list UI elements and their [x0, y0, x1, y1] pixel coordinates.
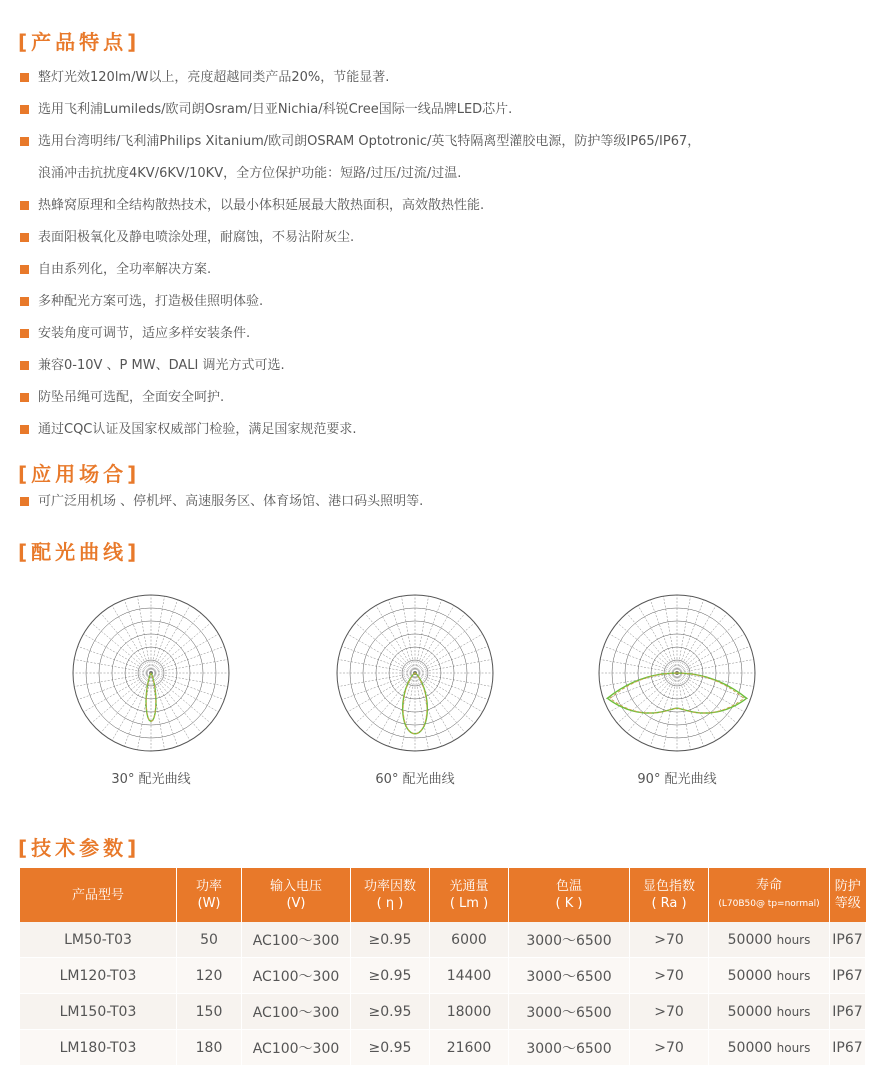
- cell-power: 180: [177, 1030, 242, 1066]
- header-voltage: 输入电压 (V): [242, 868, 351, 922]
- cell-power-factor: ≥0.95: [351, 1030, 430, 1066]
- grid-spoke: [151, 646, 224, 673]
- bullet-square-icon: [20, 361, 29, 370]
- grid-spoke: [638, 605, 677, 673]
- bullet-square-icon: [20, 73, 29, 82]
- grid-spoke: [151, 605, 190, 673]
- cell-power-factor: ≥0.95: [351, 922, 430, 958]
- list-item: 选用飞利浦Lumileds/欧司朗Osram/日亚Nichia/科锐Cree国际一线品牌LED芯片.: [18, 94, 878, 126]
- header-cri: 显色指数 ( Ra ): [630, 868, 709, 922]
- list-item: 通过CQC认证及国家权威部门检验，满足国家规范要求.: [18, 414, 878, 446]
- grid-spoke: [83, 673, 151, 712]
- list-item: 自由系列化，全功率解决方案.: [18, 254, 878, 286]
- header-color-temp: 色温 ( K ): [509, 868, 630, 922]
- bullet-square-icon: [20, 265, 29, 274]
- grid-spoke: [338, 659, 415, 673]
- list-item: 多种配光方案可选，打造极佳照明体验.: [18, 286, 878, 318]
- cell-lifespan: 50000 hours: [709, 922, 830, 958]
- grid-spoke: [112, 673, 151, 741]
- cell-cri: >70: [630, 994, 709, 1030]
- grid-spoke: [74, 673, 151, 687]
- cell-protection: IP67: [830, 994, 866, 1030]
- grid-spoke: [609, 634, 677, 673]
- table-row: [20, 994, 866, 1030]
- cell-voltage: AC100～300: [242, 994, 351, 1030]
- cell-power: 150: [177, 994, 242, 1030]
- cell-voltage: AC100～300: [242, 958, 351, 994]
- grid-spoke: [401, 596, 415, 673]
- header-luminous-flux: 光通量 ( Lm ): [430, 868, 509, 922]
- tech-params-heading: [技术参数]: [18, 836, 141, 860]
- table-row: [20, 1030, 866, 1066]
- list-item: 整灯光效120lm/W以上，亮度超越同类产品20%，节能显著.: [18, 62, 878, 94]
- cell-color-temp: 3000～6500: [509, 958, 630, 994]
- polar-diagram-90: [592, 588, 762, 788]
- cell-power-factor: ≥0.95: [351, 994, 430, 1030]
- grid-spoke: [338, 673, 415, 687]
- polar-diagram-60: [330, 588, 500, 788]
- polar-chart: [330, 588, 500, 758]
- list-item: 可广泛用机场 、停机坪、高速服务区、体育场馆、港口码头照明等.: [18, 486, 878, 518]
- grid-spoke: [415, 673, 492, 687]
- cell-protection: IP67: [830, 958, 866, 994]
- list-item: 选用台湾明纬/飞利浦Philips Xitanium/欧司朗OSRAM Optotronic/英飞特隔离型灌胶电源，防护等级IP65/IP67，: [18, 126, 878, 158]
- cell-power-factor: ≥0.95: [351, 958, 430, 994]
- light-curve-secondary: [403, 673, 427, 734]
- table-row: [20, 958, 866, 994]
- grid-spoke: [151, 673, 190, 741]
- header-lifespan: 寿命 (L70B50@ tp=normal): [709, 868, 830, 922]
- grid-spoke: [677, 659, 754, 673]
- cell-lifespan: 50000 hours: [709, 1030, 830, 1066]
- grid-spoke: [342, 646, 415, 673]
- cell-lifespan: 50000 hours: [709, 958, 830, 994]
- grid-spoke: [604, 646, 677, 673]
- diagram-caption: 60° 配光曲线: [375, 772, 455, 787]
- grid-spoke: [347, 634, 415, 673]
- cell-color-temp: 3000～6500: [509, 994, 630, 1030]
- bullet-square-icon: [20, 137, 29, 146]
- list-item: 安装角度可调节，适应多样安装条件.: [18, 318, 878, 350]
- polar-diagram-30: [66, 588, 236, 788]
- cell-voltage: AC100～300: [242, 1030, 351, 1066]
- applications-list: [18, 486, 878, 518]
- features-heading: [产品特点]: [18, 30, 141, 54]
- grid-spoke: [415, 673, 442, 746]
- grid-spoke: [415, 634, 483, 673]
- bullet-square-icon: [20, 425, 29, 434]
- cell-model: LM50-T03: [20, 922, 177, 958]
- grid-spoke: [151, 673, 224, 700]
- list-item: 兼容0-10V 、P MW、DALI 调光方式可选.: [18, 350, 878, 382]
- list-item: 防坠吊绳可选配，全面安全呵护.: [18, 382, 878, 414]
- bullet-square-icon: [20, 233, 29, 242]
- cell-cri: >70: [630, 922, 709, 958]
- grid-spoke: [677, 596, 691, 673]
- bullet-square-icon: [20, 393, 29, 402]
- cell-voltage: AC100～300: [242, 922, 351, 958]
- grid-spoke: [388, 673, 415, 746]
- cell-luminous-flux: 14400: [430, 958, 509, 994]
- list-item: 表面阳极氧化及静电喷涂处理，耐腐蚀，不易沾附灰尘.: [18, 222, 878, 254]
- cell-luminous-flux: 6000: [430, 922, 509, 958]
- grid-spoke: [151, 673, 165, 750]
- grid-spoke: [600, 659, 677, 673]
- list-item: 热蜂窝原理和全结构散热技术，以最小体积延展最大散热面积，高效散热性能.: [18, 190, 878, 222]
- grid-spoke: [151, 673, 228, 687]
- bullet-square-icon: [20, 201, 29, 210]
- light-curve-primary: [403, 673, 428, 734]
- grid-spoke: [677, 605, 716, 673]
- applications-heading: [应用场合]: [18, 462, 141, 486]
- grid-spoke: [415, 600, 442, 673]
- grid-spoke: [151, 659, 228, 673]
- grid-spoke: [677, 673, 716, 741]
- cell-color-temp: 3000～6500: [509, 1030, 630, 1066]
- grid-spoke: [677, 634, 745, 673]
- grid-spoke: [78, 673, 151, 700]
- bullet-square-icon: [20, 497, 29, 506]
- cell-power: 50: [177, 922, 242, 958]
- header-power-factor: 功率因数 ( η ): [351, 868, 430, 922]
- cell-power: 120: [177, 958, 242, 994]
- light-curve-secondary: [610, 673, 744, 713]
- grid-spoke: [74, 659, 151, 673]
- grid-spoke: [151, 634, 219, 673]
- light-curves-heading: [配光曲线]: [18, 540, 141, 564]
- features-list: [18, 62, 878, 446]
- grid-spoke: [415, 596, 429, 673]
- cell-model: LM180-T03: [20, 1030, 177, 1066]
- grid-spoke: [124, 600, 151, 673]
- grid-spoke: [388, 600, 415, 673]
- grid-spoke: [638, 673, 677, 741]
- list-item-continuation: 浪涌冲击抗扰度4KV/6KV/10KV，全方位保护功能：短路/过压/过流/过温.: [38, 166, 462, 181]
- cell-cri: >70: [630, 958, 709, 994]
- grid-spoke: [78, 646, 151, 673]
- cell-luminous-flux: 18000: [430, 994, 509, 1030]
- cell-color-temp: 3000～6500: [509, 922, 630, 958]
- polar-chart: [592, 588, 762, 758]
- grid-spoke: [151, 596, 165, 673]
- grid-spoke: [415, 659, 492, 673]
- grid-spoke: [415, 646, 488, 673]
- grid-spoke: [604, 673, 677, 700]
- grid-spoke: [137, 596, 151, 673]
- grid-spoke: [151, 600, 178, 673]
- grid-spoke: [677, 600, 704, 673]
- bullet-square-icon: [20, 297, 29, 306]
- spec-table: [20, 868, 866, 1066]
- table-header-row: [20, 868, 866, 922]
- grid-spoke: [677, 646, 750, 673]
- cell-luminous-flux: 21600: [430, 1030, 509, 1066]
- grid-spoke: [112, 605, 151, 673]
- header-model: 产品型号: [20, 868, 177, 922]
- diagram-caption: 30° 配光曲线: [111, 772, 191, 787]
- cell-protection: IP67: [830, 1030, 866, 1066]
- bullet-square-icon: [20, 329, 29, 338]
- grid-spoke: [663, 596, 677, 673]
- grid-spoke: [677, 673, 750, 700]
- header-power: 功率 (W): [177, 868, 242, 922]
- polar-chart: [66, 588, 236, 758]
- grid-spoke: [83, 634, 151, 673]
- cell-protection: IP67: [830, 922, 866, 958]
- cell-model: LM150-T03: [20, 994, 177, 1030]
- cell-model: LM120-T03: [20, 958, 177, 994]
- diagram-caption: 90° 配光曲线: [637, 772, 717, 787]
- grid-spoke: [376, 605, 415, 673]
- cell-cri: >70: [630, 1030, 709, 1066]
- cell-lifespan: 50000 hours: [709, 994, 830, 1030]
- grid-spoke: [137, 673, 151, 750]
- grid-spoke: [415, 605, 454, 673]
- grid-spoke: [650, 600, 677, 673]
- bullet-square-icon: [20, 105, 29, 114]
- grid-spoke: [151, 673, 219, 712]
- light-curve-primary: [607, 673, 746, 713]
- table-row: [20, 922, 866, 958]
- header-protection: 防护 等级: [830, 868, 866, 922]
